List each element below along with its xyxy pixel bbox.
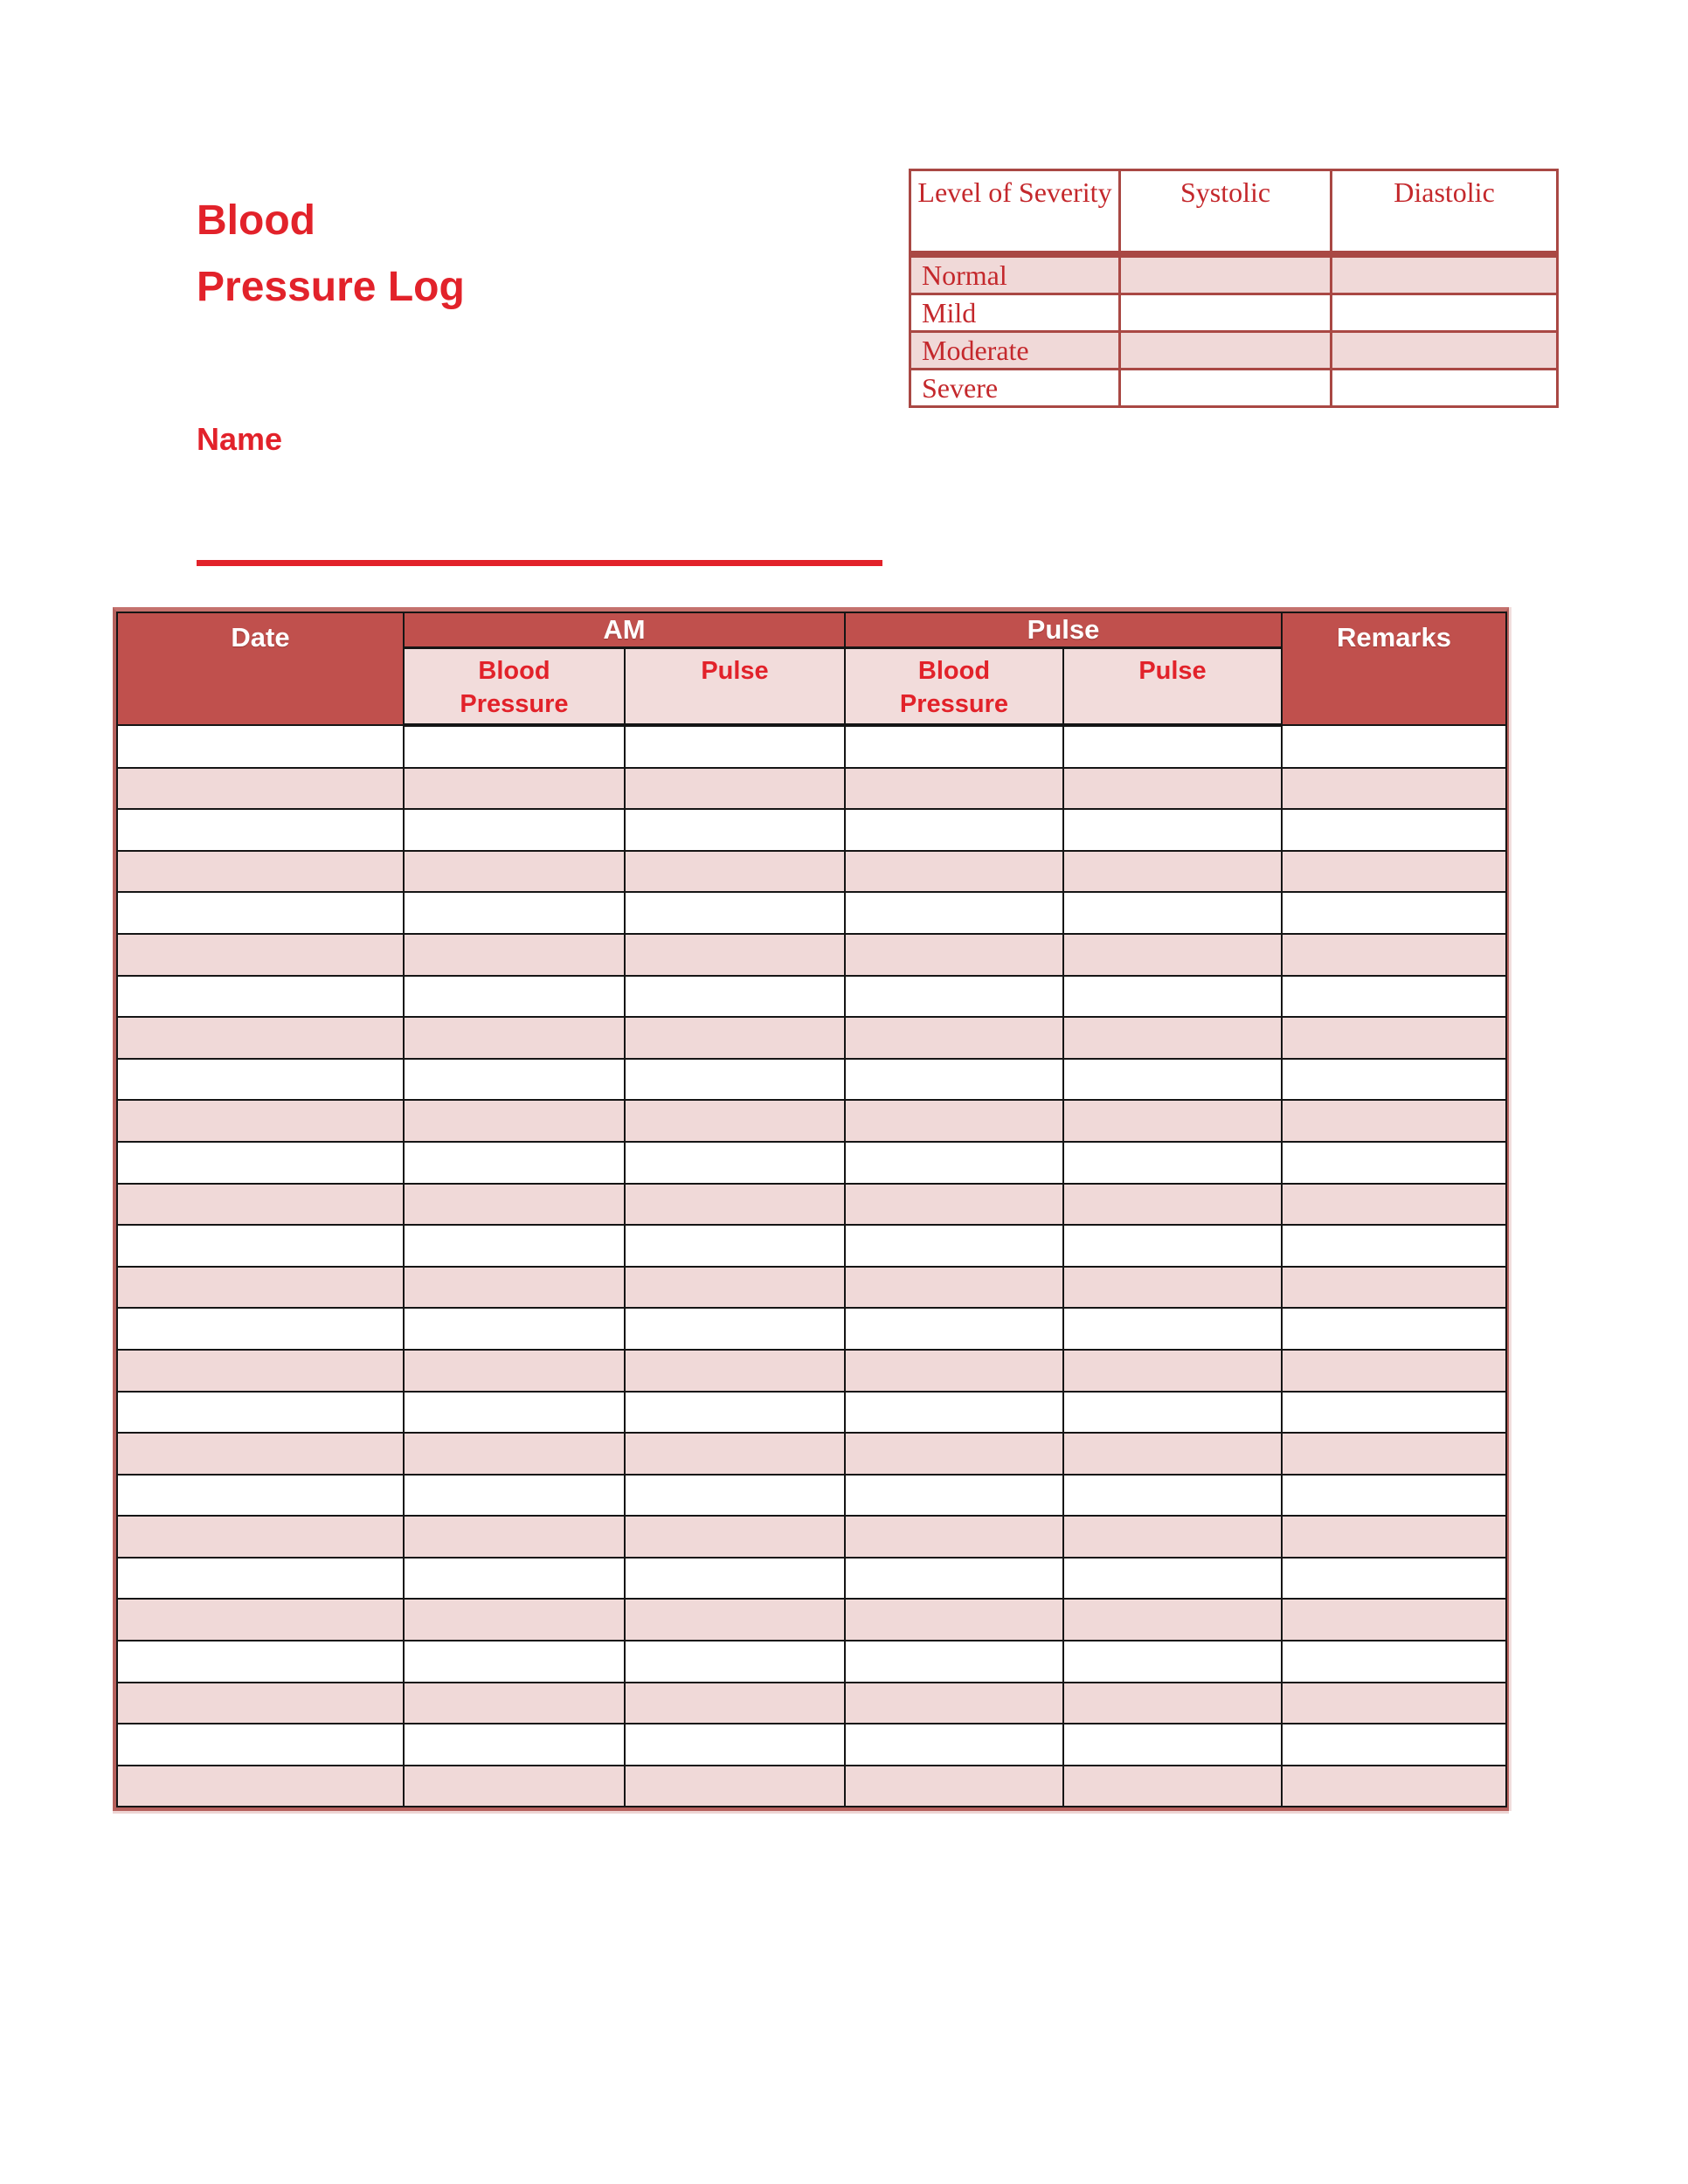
log-cell-remarks — [1282, 976, 1506, 1018]
log-cell-am-pulse — [625, 1599, 845, 1641]
log-cell-pm-pulse — [1063, 1516, 1282, 1558]
log-body — [117, 725, 1506, 1807]
severity-row-label: Normal — [910, 254, 1120, 294]
log-cell-pm-bp — [845, 1683, 1063, 1724]
log-cell-pm-pulse — [1063, 1184, 1282, 1226]
log-cell-pm-pulse — [1063, 1683, 1282, 1724]
severity-row-severe — [910, 370, 1558, 407]
log-row — [117, 1392, 1506, 1434]
log-cell-remarks — [1282, 934, 1506, 976]
log-cell-remarks — [1282, 725, 1506, 768]
log-row — [117, 976, 1506, 1018]
log-cell-am-pulse — [625, 1100, 845, 1142]
log-cell-pm-pulse — [1063, 1558, 1282, 1600]
log-cell-pm-bp — [845, 1350, 1063, 1392]
log-cell-pm-pulse — [1063, 934, 1282, 976]
log-cell-pm-pulse — [1063, 1350, 1282, 1392]
log-row — [117, 1558, 1506, 1600]
log-cell-date — [117, 1100, 404, 1142]
log-cell-am-bp — [404, 1475, 625, 1517]
log-cell-pm-bp — [845, 851, 1063, 893]
log-cell-remarks — [1282, 1433, 1506, 1475]
log-cell-pm-bp — [845, 1308, 1063, 1350]
log-cell-remarks — [1282, 1350, 1506, 1392]
log-cell-pm-pulse — [1063, 1100, 1282, 1142]
log-cell-pm-pulse — [1063, 1599, 1282, 1641]
log-cell-pm-bp — [845, 1225, 1063, 1267]
log-cell-pm-pulse — [1063, 1225, 1282, 1267]
log-row — [117, 1059, 1506, 1101]
log-cell-remarks — [1282, 1724, 1506, 1766]
log-cell-remarks — [1282, 1308, 1506, 1350]
log-row — [117, 768, 1506, 810]
log-row — [117, 1766, 1506, 1807]
log-cell-am-bp — [404, 1599, 625, 1641]
title-line-1: Blood — [197, 197, 315, 244]
log-subheader-bp-am — [404, 648, 625, 726]
log-cell-pm-pulse — [1063, 851, 1282, 893]
log-cell-pm-pulse — [1063, 1267, 1282, 1309]
log-row — [117, 725, 1506, 768]
log-cell-date — [117, 1225, 404, 1267]
log-cell-pm-pulse — [1063, 1017, 1282, 1059]
log-cell-pm-bp — [845, 1017, 1063, 1059]
log-subheader-pulse-pm: Pulse — [1063, 648, 1282, 726]
log-cell-pm-pulse — [1063, 1724, 1282, 1766]
severity-row-moderate — [910, 332, 1558, 370]
log-cell-date — [117, 1059, 404, 1101]
log-cell-am-pulse — [625, 1558, 845, 1600]
log-cell-remarks — [1282, 1142, 1506, 1184]
log-row — [117, 1350, 1506, 1392]
log-cell-pm-bp — [845, 1475, 1063, 1517]
log-row — [117, 1225, 1506, 1267]
log-cell-am-bp — [404, 1017, 625, 1059]
log-cell-remarks — [1282, 1225, 1506, 1267]
log-cell-pm-pulse — [1063, 1475, 1282, 1517]
log-cell-pm-pulse — [1063, 768, 1282, 810]
log-cell-am-pulse — [625, 809, 845, 851]
log-cell-date — [117, 1516, 404, 1558]
log-cell-am-pulse — [625, 1516, 845, 1558]
log-cell-pm-bp — [845, 934, 1063, 976]
log-subheader-bp-pm — [845, 648, 1063, 726]
log-cell-am-pulse — [625, 1641, 845, 1683]
log-cell-remarks — [1282, 1766, 1506, 1807]
log-cell-pm-bp — [845, 1392, 1063, 1434]
log-cell-date — [117, 976, 404, 1018]
log-cell-am-pulse — [625, 851, 845, 893]
severity-systolic-cell — [1120, 332, 1332, 370]
log-cell-pm-pulse — [1063, 1433, 1282, 1475]
severity-diastolic-cell — [1332, 294, 1558, 332]
log-header-pm-group: Pulse — [845, 612, 1282, 648]
log-cell-am-bp — [404, 809, 625, 851]
log-cell-date — [117, 1184, 404, 1226]
log-cell-am-bp — [404, 1059, 625, 1101]
log-cell-date — [117, 1433, 404, 1475]
log-subheader-pulse-am: Pulse — [625, 648, 845, 726]
log-row — [117, 1017, 1506, 1059]
title-line-2: Pressure Log — [197, 264, 465, 310]
log-cell-pm-pulse — [1063, 1059, 1282, 1101]
log-cell-am-bp — [404, 1516, 625, 1558]
log-cell-date — [117, 1392, 404, 1434]
log-cell-pm-pulse — [1063, 725, 1282, 768]
log-row — [117, 1641, 1506, 1683]
log-cell-am-pulse — [625, 1683, 845, 1724]
log-cell-remarks — [1282, 1267, 1506, 1309]
log-cell-date — [117, 1641, 404, 1683]
log-cell-remarks — [1282, 1392, 1506, 1434]
log-cell-pm-bp — [845, 1766, 1063, 1807]
log-cell-pm-bp — [845, 1599, 1063, 1641]
log-cell-am-bp — [404, 892, 625, 934]
log-header-am-group: AM — [404, 612, 845, 648]
log-cell-remarks — [1282, 809, 1506, 851]
log-cell-pm-pulse — [1063, 976, 1282, 1018]
log-cell-am-bp — [404, 1100, 625, 1142]
log-cell-date — [117, 1558, 404, 1600]
log-subheader-bp-pm-label: Blood Pressure — [899, 657, 1009, 718]
log-row — [117, 1724, 1506, 1766]
log-cell-pm-bp — [845, 1558, 1063, 1600]
name-label: Name — [197, 421, 283, 457]
log-cell-remarks — [1282, 1184, 1506, 1226]
log-cell-am-bp — [404, 1641, 625, 1683]
bp-log-table — [113, 607, 1509, 1811]
log-row — [117, 1267, 1506, 1309]
log-cell-am-bp — [404, 1184, 625, 1226]
log-cell-am-bp — [404, 1683, 625, 1724]
log-cell-pm-pulse — [1063, 1142, 1282, 1184]
log-cell-pm-bp — [845, 1142, 1063, 1184]
log-cell-date — [117, 1724, 404, 1766]
log-cell-pm-bp — [845, 725, 1063, 768]
log-row — [117, 1142, 1506, 1184]
severity-header-level: Level of Severity — [910, 170, 1120, 255]
log-cell-pm-pulse — [1063, 1641, 1282, 1683]
log-header-date: Date — [117, 612, 404, 725]
log-cell-am-pulse — [625, 1392, 845, 1434]
log-cell-date — [117, 1350, 404, 1392]
log-row — [117, 1516, 1506, 1558]
log-cell-date — [117, 768, 404, 810]
severity-row-label: Severe — [910, 370, 1120, 407]
log-cell-pm-bp — [845, 1516, 1063, 1558]
log-cell-am-bp — [404, 934, 625, 976]
log-group-header-row — [117, 612, 1506, 648]
log-cell-am-bp — [404, 1724, 625, 1766]
severity-diastolic-cell — [1332, 254, 1558, 294]
log-cell-remarks — [1282, 1059, 1506, 1101]
log-cell-remarks — [1282, 1475, 1506, 1517]
log-cell-remarks — [1282, 1683, 1506, 1724]
log-cell-pm-bp — [845, 1641, 1063, 1683]
log-cell-am-pulse — [625, 1308, 845, 1350]
log-cell-pm-bp — [845, 809, 1063, 851]
document-title — [197, 188, 465, 321]
log-cell-pm-bp — [845, 1267, 1063, 1309]
log-cell-am-pulse — [625, 1267, 845, 1309]
log-row — [117, 1599, 1506, 1641]
severity-row-normal — [910, 254, 1558, 294]
log-row — [117, 851, 1506, 893]
log-cell-remarks — [1282, 1558, 1506, 1600]
log-cell-remarks — [1282, 1017, 1506, 1059]
log-cell-remarks — [1282, 1100, 1506, 1142]
log-cell-date — [117, 725, 404, 768]
log-cell-am-pulse — [625, 768, 845, 810]
log-cell-date — [117, 934, 404, 976]
log-cell-am-bp — [404, 1308, 625, 1350]
log-cell-date — [117, 851, 404, 893]
log-cell-am-bp — [404, 1267, 625, 1309]
severity-row-label: Moderate — [910, 332, 1120, 370]
log-cell-am-pulse — [625, 1433, 845, 1475]
log-row — [117, 934, 1506, 976]
log-cell-pm-bp — [845, 768, 1063, 810]
severity-systolic-cell — [1120, 370, 1332, 407]
log-cell-am-pulse — [625, 1724, 845, 1766]
log-cell-am-bp — [404, 1142, 625, 1184]
log-cell-am-bp — [404, 725, 625, 768]
severity-header-systolic: Systolic — [1120, 170, 1332, 255]
log-cell-am-bp — [404, 1766, 625, 1807]
log-cell-date — [117, 1308, 404, 1350]
log-row — [117, 1683, 1506, 1724]
log-cell-date — [117, 1475, 404, 1517]
log-cell-pm-pulse — [1063, 809, 1282, 851]
log-cell-date — [117, 892, 404, 934]
log-cell-am-bp — [404, 1392, 625, 1434]
severity-systolic-cell — [1120, 294, 1332, 332]
log-cell-am-bp — [404, 976, 625, 1018]
log-cell-am-pulse — [625, 892, 845, 934]
log-cell-am-pulse — [625, 1475, 845, 1517]
log-cell-pm-pulse — [1063, 1392, 1282, 1434]
log-cell-am-pulse — [625, 1766, 845, 1807]
log-cell-pm-bp — [845, 1059, 1063, 1101]
log-row — [117, 809, 1506, 851]
severity-reference-table — [909, 169, 1559, 408]
log-cell-date — [117, 1142, 404, 1184]
severity-diastolic-cell — [1332, 332, 1558, 370]
log-cell-pm-bp — [845, 1184, 1063, 1226]
log-cell-am-bp — [404, 1558, 625, 1600]
log-cell-am-pulse — [625, 1059, 845, 1101]
log-cell-am-pulse — [625, 1142, 845, 1184]
log-row — [117, 1433, 1506, 1475]
log-header-remarks: Remarks — [1282, 612, 1506, 725]
log-cell-pm-pulse — [1063, 1766, 1282, 1807]
log-cell-pm-bp — [845, 1724, 1063, 1766]
severity-header-diastolic: Diastolic — [1332, 170, 1558, 255]
log-cell-remarks — [1282, 892, 1506, 934]
log-row — [117, 1184, 1506, 1226]
log-cell-am-bp — [404, 1350, 625, 1392]
log-cell-remarks — [1282, 851, 1506, 893]
log-cell-date — [117, 809, 404, 851]
log-cell-remarks — [1282, 1641, 1506, 1683]
log-cell-date — [117, 1766, 404, 1807]
log-cell-remarks — [1282, 768, 1506, 810]
log-cell-date — [117, 1267, 404, 1309]
log-row — [117, 1475, 1506, 1517]
log-cell-pm-pulse — [1063, 892, 1282, 934]
log-row — [117, 892, 1506, 934]
log-cell-am-pulse — [625, 1017, 845, 1059]
log-cell-am-bp — [404, 768, 625, 810]
severity-header-row — [910, 170, 1558, 255]
log-subheader-bp-am-label: Blood Pressure — [460, 657, 569, 718]
log-cell-pm-bp — [845, 892, 1063, 934]
log-cell-pm-bp — [845, 1433, 1063, 1475]
severity-row-label: Mild — [910, 294, 1120, 332]
log-cell-pm-bp — [845, 976, 1063, 1018]
severity-systolic-cell — [1120, 254, 1332, 294]
log-cell-am-bp — [404, 1433, 625, 1475]
log-cell-remarks — [1282, 1516, 1506, 1558]
log-row — [117, 1308, 1506, 1350]
log-cell-am-pulse — [625, 976, 845, 1018]
log-cell-date — [117, 1017, 404, 1059]
log-cell-am-pulse — [625, 1350, 845, 1392]
log-cell-am-pulse — [625, 934, 845, 976]
severity-row-mild — [910, 294, 1558, 332]
log-cell-am-pulse — [625, 1225, 845, 1267]
log-cell-pm-bp — [845, 1100, 1063, 1142]
log-cell-am-pulse — [625, 725, 845, 768]
log-cell-am-bp — [404, 1225, 625, 1267]
log-cell-am-bp — [404, 851, 625, 893]
log-row — [117, 1100, 1506, 1142]
severity-diastolic-cell — [1332, 370, 1558, 407]
log-cell-date — [117, 1683, 404, 1724]
log-cell-remarks — [1282, 1599, 1506, 1641]
name-underline — [197, 560, 882, 566]
log-cell-date — [117, 1599, 404, 1641]
log-cell-pm-pulse — [1063, 1308, 1282, 1350]
log-cell-am-pulse — [625, 1184, 845, 1226]
